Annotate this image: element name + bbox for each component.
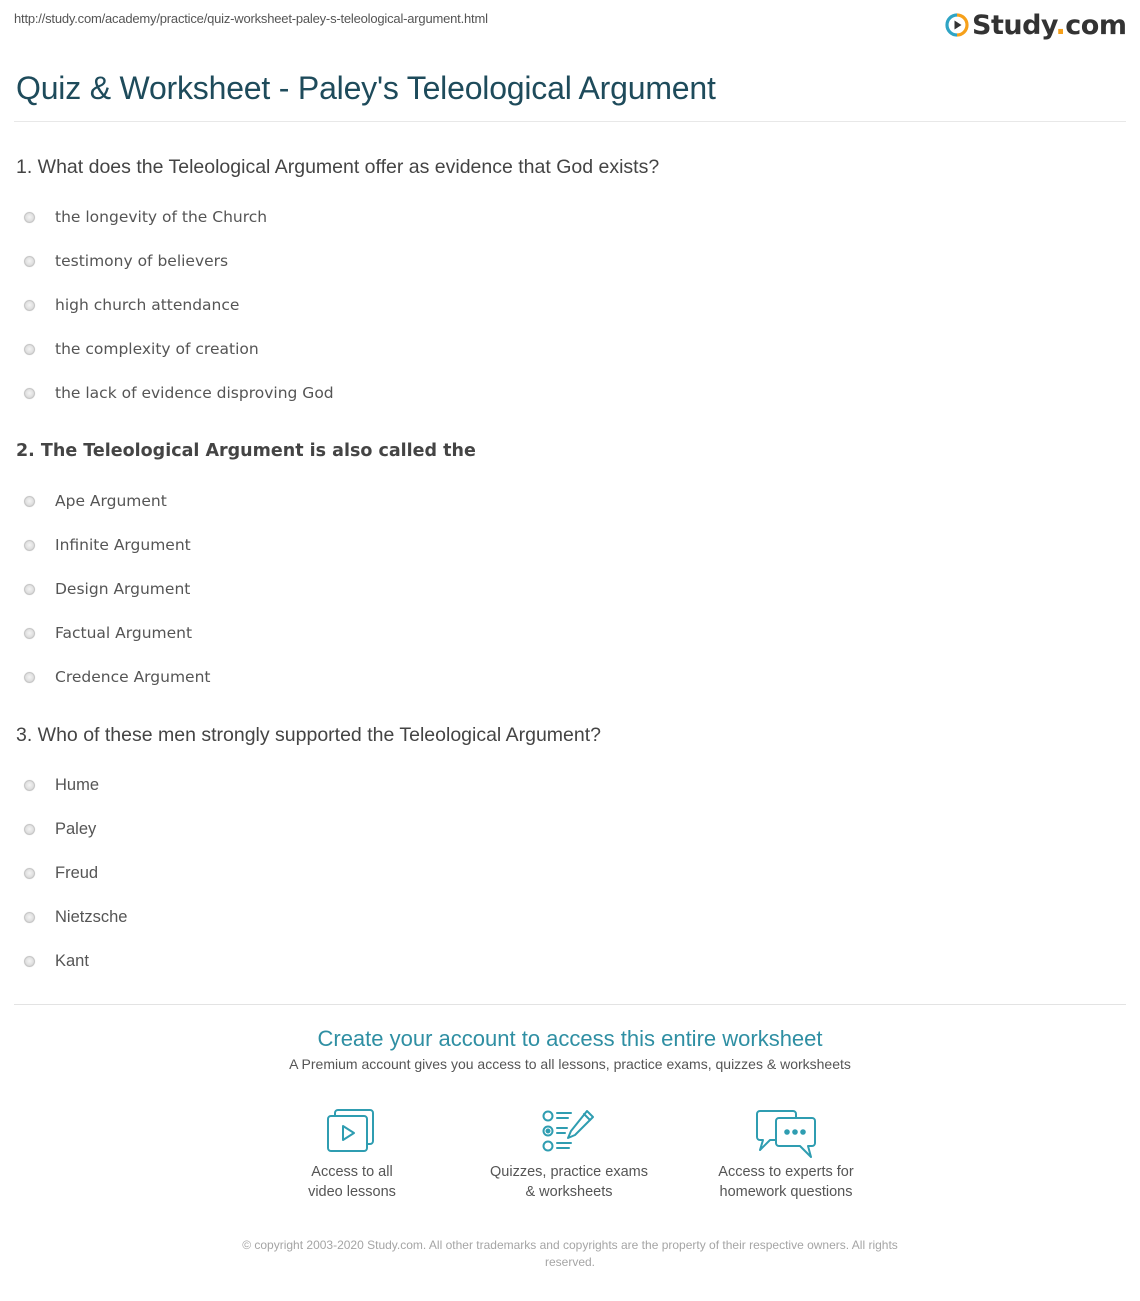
radio-button[interactable]	[24, 540, 35, 551]
logo-wordmark	[972, 10, 1127, 41]
option-label: Ape Argument	[55, 492, 167, 510]
study-logo[interactable]	[945, 9, 1127, 41]
option-label: Freud	[55, 863, 99, 882]
question-text: 1. What does the Teleological Argument offer as evidence that God exists?	[16, 156, 660, 178]
option-label: Kant	[55, 951, 89, 970]
answer-options	[16, 479, 1116, 699]
radio-button[interactable]	[24, 956, 35, 967]
feature-label-line2: homework questions	[719, 1184, 853, 1200]
option-label: the longevity of the Church	[55, 208, 268, 226]
radio-button[interactable]	[24, 912, 35, 923]
logo-tld: com	[1065, 9, 1127, 41]
video-lessons-icon	[326, 1108, 378, 1154]
question-2	[16, 437, 1116, 699]
page-url: http://study.com/academy/practice/quiz-worksheet-paley-s-teleological-argument.html	[14, 11, 488, 26]
question-text: 2. The Teleological Argument is also called the	[16, 441, 476, 461]
answer-options	[16, 195, 1116, 415]
option-label: high church attendance	[55, 296, 240, 314]
radio-button[interactable]	[24, 780, 35, 791]
feature-label-line2: & worksheets	[525, 1184, 613, 1200]
page-title: Quiz & Worksheet - Paley's Teleological Argument	[16, 70, 716, 106]
radio-button[interactable]	[24, 584, 35, 595]
feature-experts	[686, 1108, 886, 1202]
radio-button[interactable]	[24, 212, 35, 223]
play-circle-logo-icon	[945, 13, 969, 37]
feature-label-line1: Access to all	[311, 1164, 393, 1180]
answer-option[interactable]	[16, 851, 1116, 895]
signup-cta	[0, 1026, 1140, 1072]
chat-bubbles-icon	[754, 1108, 818, 1160]
title-divider	[14, 121, 1126, 122]
quiz-checklist-icon	[541, 1108, 597, 1154]
logo-name: Study	[972, 9, 1056, 41]
question-3	[16, 721, 1116, 983]
create-account-link[interactable]: Create your account to access this entire worksheet	[317, 1026, 823, 1051]
answer-option[interactable]	[16, 807, 1116, 851]
answer-option[interactable]	[16, 479, 1116, 523]
radio-button[interactable]	[24, 824, 35, 835]
radio-button[interactable]	[24, 388, 35, 399]
radio-button[interactable]	[24, 496, 35, 507]
radio-button[interactable]	[24, 868, 35, 879]
feature-label-line1: Access to experts for	[718, 1164, 854, 1180]
answer-option[interactable]	[16, 763, 1116, 807]
question-1	[16, 153, 1116, 415]
answer-option[interactable]	[16, 611, 1116, 655]
answer-option[interactable]	[16, 523, 1116, 567]
feature-label-line2: video lessons	[308, 1184, 396, 1200]
section-divider	[14, 1004, 1126, 1005]
copyright-line2: reserved.	[544, 1255, 596, 1269]
option-label: Infinite Argument	[55, 536, 191, 554]
option-label: Design Argument	[55, 580, 191, 598]
option-label: the complexity of creation	[55, 340, 259, 358]
answer-option[interactable]	[16, 895, 1116, 939]
copyright-line1: © copyright 2003-2020 Study.com. All other trademarks and copyrights are the property of their respective owners. All rights	[242, 1238, 898, 1252]
answer-option[interactable]	[16, 239, 1116, 283]
answer-options	[16, 763, 1116, 983]
option-label: Paley	[55, 819, 97, 838]
answer-option[interactable]	[16, 567, 1116, 611]
option-label: Hume	[55, 775, 100, 794]
option-label: Credence Argument	[55, 668, 211, 686]
answer-option[interactable]	[16, 195, 1116, 239]
option-label: Factual Argument	[55, 624, 193, 642]
radio-button[interactable]	[24, 256, 35, 267]
answer-option[interactable]	[16, 327, 1116, 371]
answer-option[interactable]	[16, 283, 1116, 327]
radio-button[interactable]	[24, 344, 35, 355]
feature-label	[686, 1162, 886, 1202]
option-label: the lack of evidence disproving God	[55, 384, 334, 402]
feature-label	[469, 1162, 669, 1202]
feature-label	[252, 1162, 452, 1202]
answer-option[interactable]	[16, 939, 1116, 983]
logo-dot: .	[1055, 9, 1066, 41]
feature-video-lessons	[252, 1108, 452, 1202]
answer-option[interactable]	[16, 371, 1116, 415]
feature-quizzes	[469, 1108, 669, 1202]
question-text: 3. Who of these men strongly supported the Teleological Argument?	[16, 724, 601, 746]
cta-subtitle: A Premium account gives you access to all lessons, practice exams, quizzes & worksheets	[289, 1056, 851, 1072]
radio-button[interactable]	[24, 628, 35, 639]
option-label: testimony of believers	[55, 252, 229, 270]
radio-button[interactable]	[24, 300, 35, 311]
radio-button[interactable]	[24, 672, 35, 683]
answer-option[interactable]	[16, 655, 1116, 699]
feature-label-line1: Quizzes, practice exams	[490, 1164, 648, 1180]
copyright-notice	[210, 1237, 930, 1271]
option-label: Nietzsche	[55, 907, 128, 926]
